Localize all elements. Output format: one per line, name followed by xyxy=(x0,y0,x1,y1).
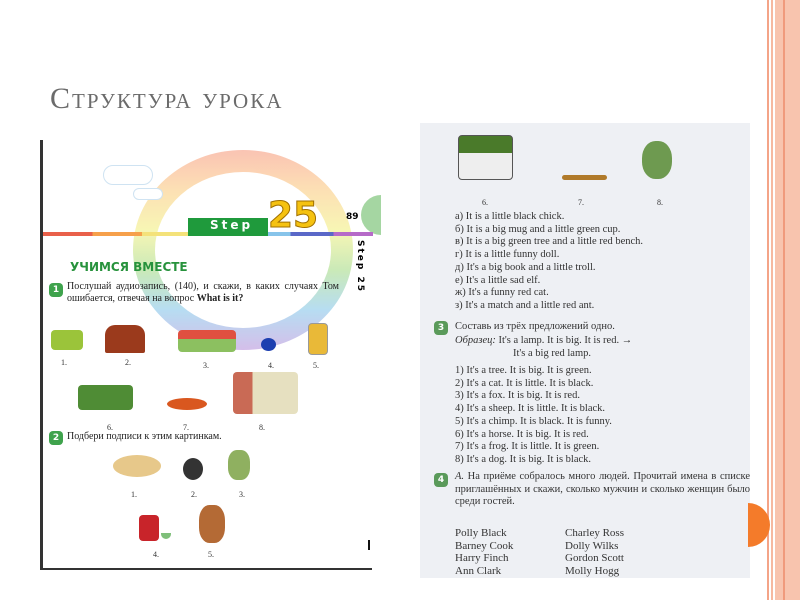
rainbow-illustration xyxy=(133,150,353,350)
farm-picture xyxy=(178,330,236,352)
exercise-text: Подбери подписи к этим картинкам. xyxy=(67,431,222,442)
names-column xyxy=(455,527,513,578)
list-item: 4) It's a sheep. It is little. It is black. xyxy=(455,403,606,415)
name: Polly Black xyxy=(455,527,507,539)
caption: 4. xyxy=(153,550,159,559)
caption: 6. xyxy=(107,423,113,432)
decor-stripe xyxy=(783,0,785,600)
cup-picture xyxy=(161,533,171,539)
caption: 1. xyxy=(131,490,137,499)
exercise-question: What is it? xyxy=(196,293,244,304)
exercise-text: Составь из трёх предложений одно. xyxy=(455,321,615,332)
exercise-number: 2 xyxy=(49,431,63,445)
names-column xyxy=(565,527,624,578)
truck-picture xyxy=(51,330,83,350)
list-item: 6) It's a horse. It is big. It is red. xyxy=(455,428,589,440)
caption: 7. xyxy=(183,423,189,432)
example-line: It's a big red lamp. xyxy=(513,348,591,359)
horse-picture xyxy=(105,325,145,353)
exercise-1 xyxy=(49,281,339,305)
step-number: 25 xyxy=(268,195,319,236)
caption: 8. xyxy=(657,198,663,207)
sentence-list xyxy=(455,365,612,467)
caption: 5. xyxy=(208,550,214,559)
mug-picture xyxy=(139,515,159,541)
list-item: 5) It's a chimp. It is black. It is funny. xyxy=(455,415,612,427)
slide-title: Структура урока xyxy=(50,82,284,115)
caption: 3. xyxy=(239,490,245,499)
decor-leaf xyxy=(361,195,381,235)
list-item: в) It is a big green tree and a little red bench. xyxy=(455,236,644,248)
list-item: г) It is a little funny doll. xyxy=(455,249,560,261)
garden-picture xyxy=(78,385,133,410)
list-item: б) It is a big mug and a little green cup. xyxy=(455,223,621,235)
list-item: з) It's a match and a little red ant. xyxy=(455,299,595,311)
caption: 2. xyxy=(191,490,197,499)
caption: 1. xyxy=(61,358,67,367)
decor-stripe xyxy=(767,0,769,600)
caption: 7. xyxy=(578,198,584,207)
textbook-page-left xyxy=(40,140,372,570)
exercise-number: 4 xyxy=(434,473,448,487)
list-item: 8) It's a dog. It is big. It is black. xyxy=(455,453,592,465)
textbook-page-right xyxy=(420,123,750,578)
name: Molly Hogg xyxy=(565,565,620,578)
decor-stripe xyxy=(771,0,773,600)
exercise-number: 3 xyxy=(434,321,448,335)
list-item: ж) It's a funny red cat. xyxy=(455,287,549,299)
name: Gordon Scott xyxy=(565,552,624,565)
exercise-label: А. xyxy=(455,471,465,482)
step-label: Step xyxy=(188,218,268,236)
elf-picture xyxy=(228,450,250,480)
exercise-2 xyxy=(49,431,349,443)
tree-picture xyxy=(642,141,672,179)
decor-mark xyxy=(368,540,370,550)
name: Charley Ross xyxy=(565,527,624,539)
cloud xyxy=(133,188,163,200)
side-step-label: Step 25 xyxy=(355,240,365,293)
girl-picture xyxy=(113,455,161,477)
name: Barney Cook xyxy=(455,539,514,552)
cat-picture xyxy=(199,505,225,543)
caption: 2. xyxy=(125,358,131,367)
chick-picture xyxy=(183,458,203,480)
example-line: It's a lamp. It is big. It is red. → xyxy=(498,335,633,346)
list-item: а) It is a little black chick. xyxy=(455,211,565,222)
list-item: 1) It's a tree. It is big. It is green. xyxy=(455,365,592,376)
caption: 8. xyxy=(259,423,265,432)
book-troll-picture xyxy=(458,135,513,180)
door-picture xyxy=(308,323,328,355)
name: Dolly Wilks xyxy=(565,539,619,552)
list-item: 2) It's a cat. It is little. It is black. xyxy=(455,377,594,389)
ball-picture xyxy=(261,338,276,351)
match-picture xyxy=(562,175,607,180)
street-picture xyxy=(233,372,298,414)
page-number: 89 xyxy=(346,212,359,222)
caption: 3. xyxy=(203,361,209,370)
cloud xyxy=(103,165,153,185)
exercise-text: На приёме собралось много людей. Прочитай имена в списке приглашённых и скажи, сколько мужчин и сколько женщин было среди гостей. xyxy=(455,471,751,508)
decor-band xyxy=(775,0,800,600)
exercise-number: 1 xyxy=(49,283,63,297)
sandbox-picture xyxy=(167,398,207,410)
list-item: 7) It's a frog. It is little. It is green. xyxy=(455,441,600,453)
caption-list xyxy=(455,211,643,313)
list-item: е) It's a little sad elf. xyxy=(455,274,541,286)
caption: 5. xyxy=(313,361,319,370)
exercise-text: Послушай аудиозапись, (140), и скажи, в каких случаях Том ошибается, отвечая на вопрос xyxy=(67,281,339,304)
caption: 6. xyxy=(482,198,488,207)
list-item: 3) It's a fox. It is big. It is red. xyxy=(455,390,580,402)
name: Harry Finch xyxy=(455,552,509,565)
list-item: д) It's a big book and a little troll. xyxy=(455,261,596,273)
name: Ann Clark xyxy=(455,565,502,578)
example-label: Образец: xyxy=(455,335,496,346)
caption: 4. xyxy=(268,361,274,370)
section-heading: УЧИМСЯ ВМЕСТЕ xyxy=(70,260,188,274)
